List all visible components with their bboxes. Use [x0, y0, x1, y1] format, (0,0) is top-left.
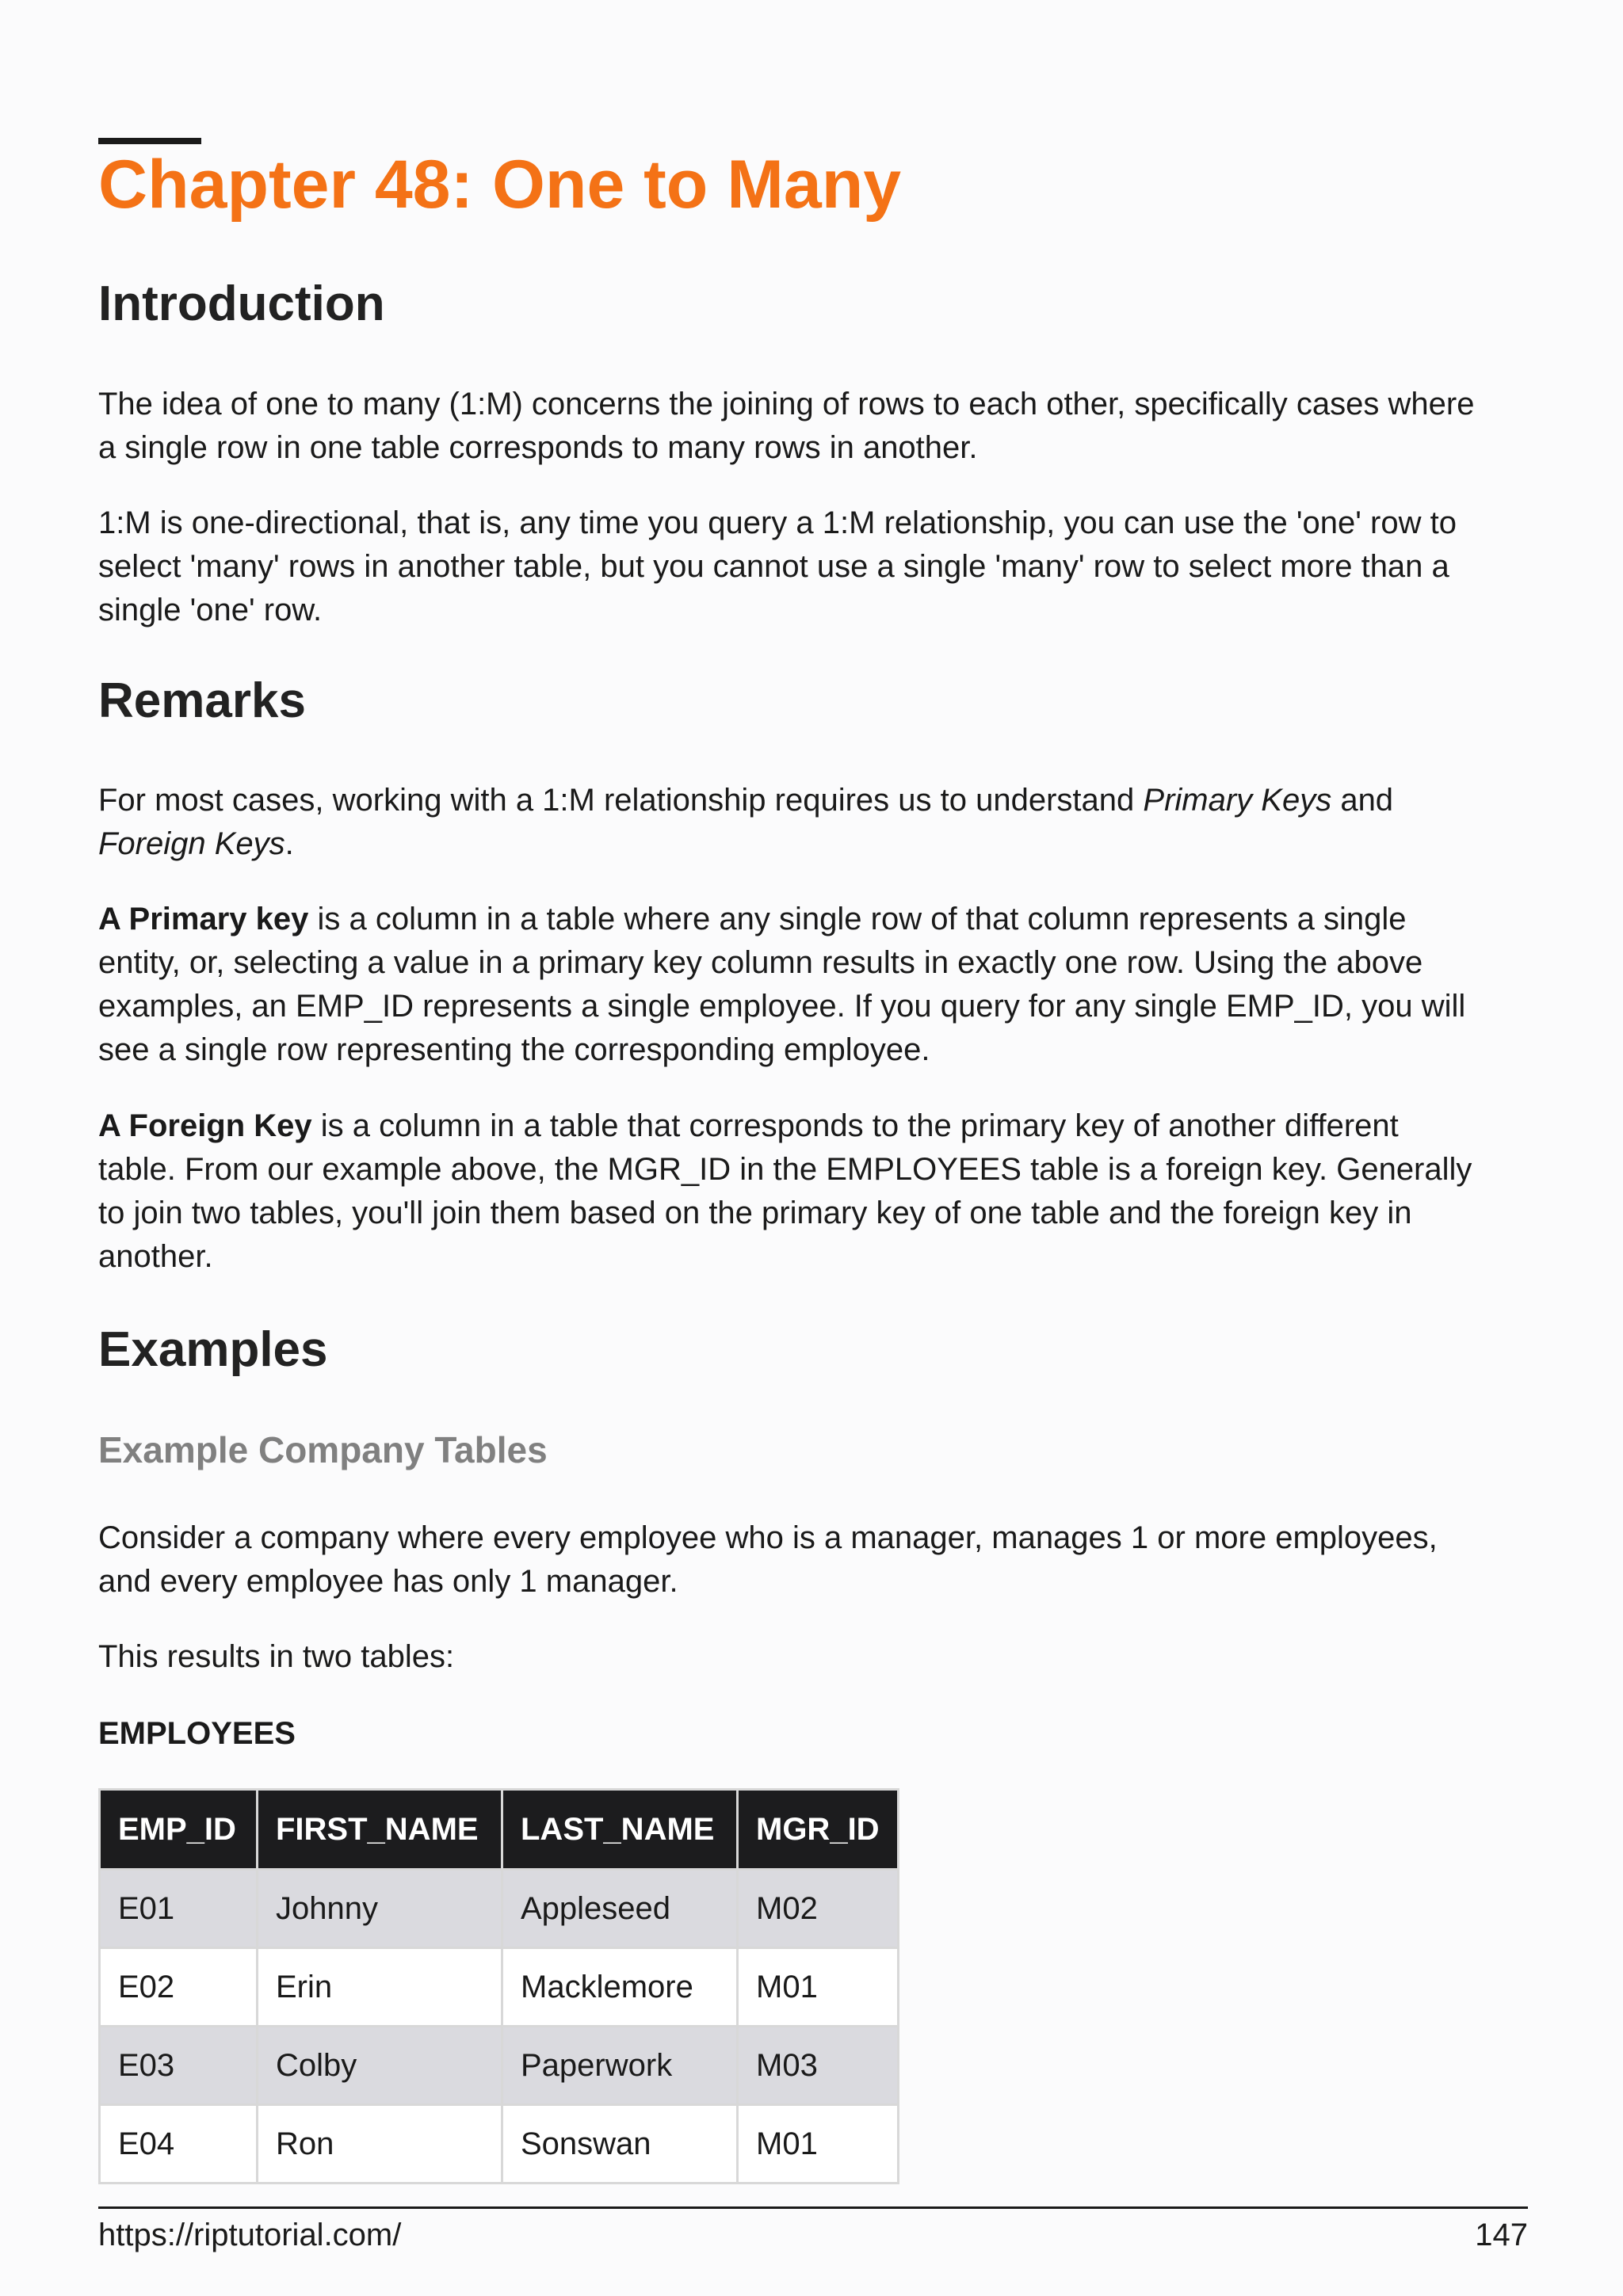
footer-rule: [98, 2206, 1528, 2209]
examples-paragraph-1: Consider a company where every employee who is a manager, manages 1 or more employees, and every employee has only 1 manager.: [98, 1520, 1438, 1599]
table-row: [100, 1870, 899, 1948]
column-header-mgr-id: MGR_ID: [738, 1790, 899, 1870]
table-cell: M03: [738, 2027, 899, 2105]
table-cell: E02: [100, 1948, 258, 2027]
foreign-keys-term: Foreign Keys: [98, 826, 285, 861]
table-row: [100, 1948, 899, 2027]
table-cell: M02: [738, 1870, 899, 1948]
employees-table-label: EMPLOYEES: [98, 1716, 296, 1751]
column-header-first-name: FIRST_NAME: [258, 1790, 502, 1870]
footer-url-link[interactable]: https://riptutorial.com/: [98, 2218, 402, 2252]
chapter-rule: [98, 138, 201, 144]
foreign-key-label: A Foreign Key: [98, 1108, 312, 1143]
employees-table: [98, 1788, 899, 2184]
table-cell: Ron: [258, 2105, 502, 2183]
remarks-paragraph-foreign-key: A Foreign Key is a column in a table that corresponds to the primary key of another different table. From our example above, the MGR_ID in the EMPLOYEES table is a foreign key. Generally to join two tables, you'll join them based on the primary key of one table and the foreign key in another.: [98, 1108, 1472, 1274]
table-header-row: [100, 1790, 899, 1870]
remarks-heading: Remarks: [98, 673, 306, 728]
chapter-title: Chapter 48: One to Many: [98, 147, 902, 223]
remarks-paragraph-1: For most cases, working with a 1:M relationship requires us to understand Primary Keys and Foreign Keys.: [98, 783, 1394, 861]
primary-key-label: A Primary key: [98, 902, 309, 936]
introduction-paragraph-1: The idea of one to many (1:M) concerns the joining of rows to each other, specifically cases where a single row in one table corresponds to many rows in another.: [98, 387, 1475, 465]
introduction-heading: Introduction: [98, 277, 385, 331]
table-cell: E04: [100, 2105, 258, 2183]
table-cell: Erin: [258, 1948, 502, 2027]
primary-keys-term: Primary Keys: [1143, 783, 1332, 818]
examples-heading: Examples: [98, 1322, 328, 1377]
column-header-emp-id: EMP_ID: [100, 1790, 258, 1870]
table-cell: E01: [100, 1870, 258, 1948]
column-header-last-name: LAST_NAME: [502, 1790, 738, 1870]
page-number: 147: [1475, 2218, 1528, 2252]
introduction-paragraph-2: 1:M is one-directional, that is, any time you query a 1:M relationship, you can use the 'one' row to select 'many' rows in another table, but you cannot use a single 'many' row to select more than a single 'one' row.: [98, 505, 1457, 627]
table-cell: E03: [100, 2027, 258, 2105]
table-cell: M01: [738, 1948, 899, 2027]
table-row: [100, 2027, 899, 2105]
table-cell: M01: [738, 2105, 899, 2183]
table-cell: Appleseed: [502, 1870, 738, 1948]
examples-paragraph-2: This results in two tables:: [98, 1639, 455, 1674]
table-cell: Colby: [258, 2027, 502, 2105]
remarks-paragraph-primary-key: A Primary key is a column in a table where any single row of that column represents a single entity, or, selecting a value in a primary key column results in exactly one row. Using the above examples, an EMP_ID represents a single employee. If you query for any single EMP_ID, you will see a single row representing the corresponding employee.: [98, 902, 1466, 1067]
table-cell: Johnny: [258, 1870, 502, 1948]
table-row: [100, 2105, 899, 2183]
table-cell: Sonswan: [502, 2105, 738, 2183]
example-subheading: Example Company Tables: [98, 1429, 548, 1470]
table-cell: Macklemore: [502, 1948, 738, 2027]
table-cell: Paperwork: [502, 2027, 738, 2105]
